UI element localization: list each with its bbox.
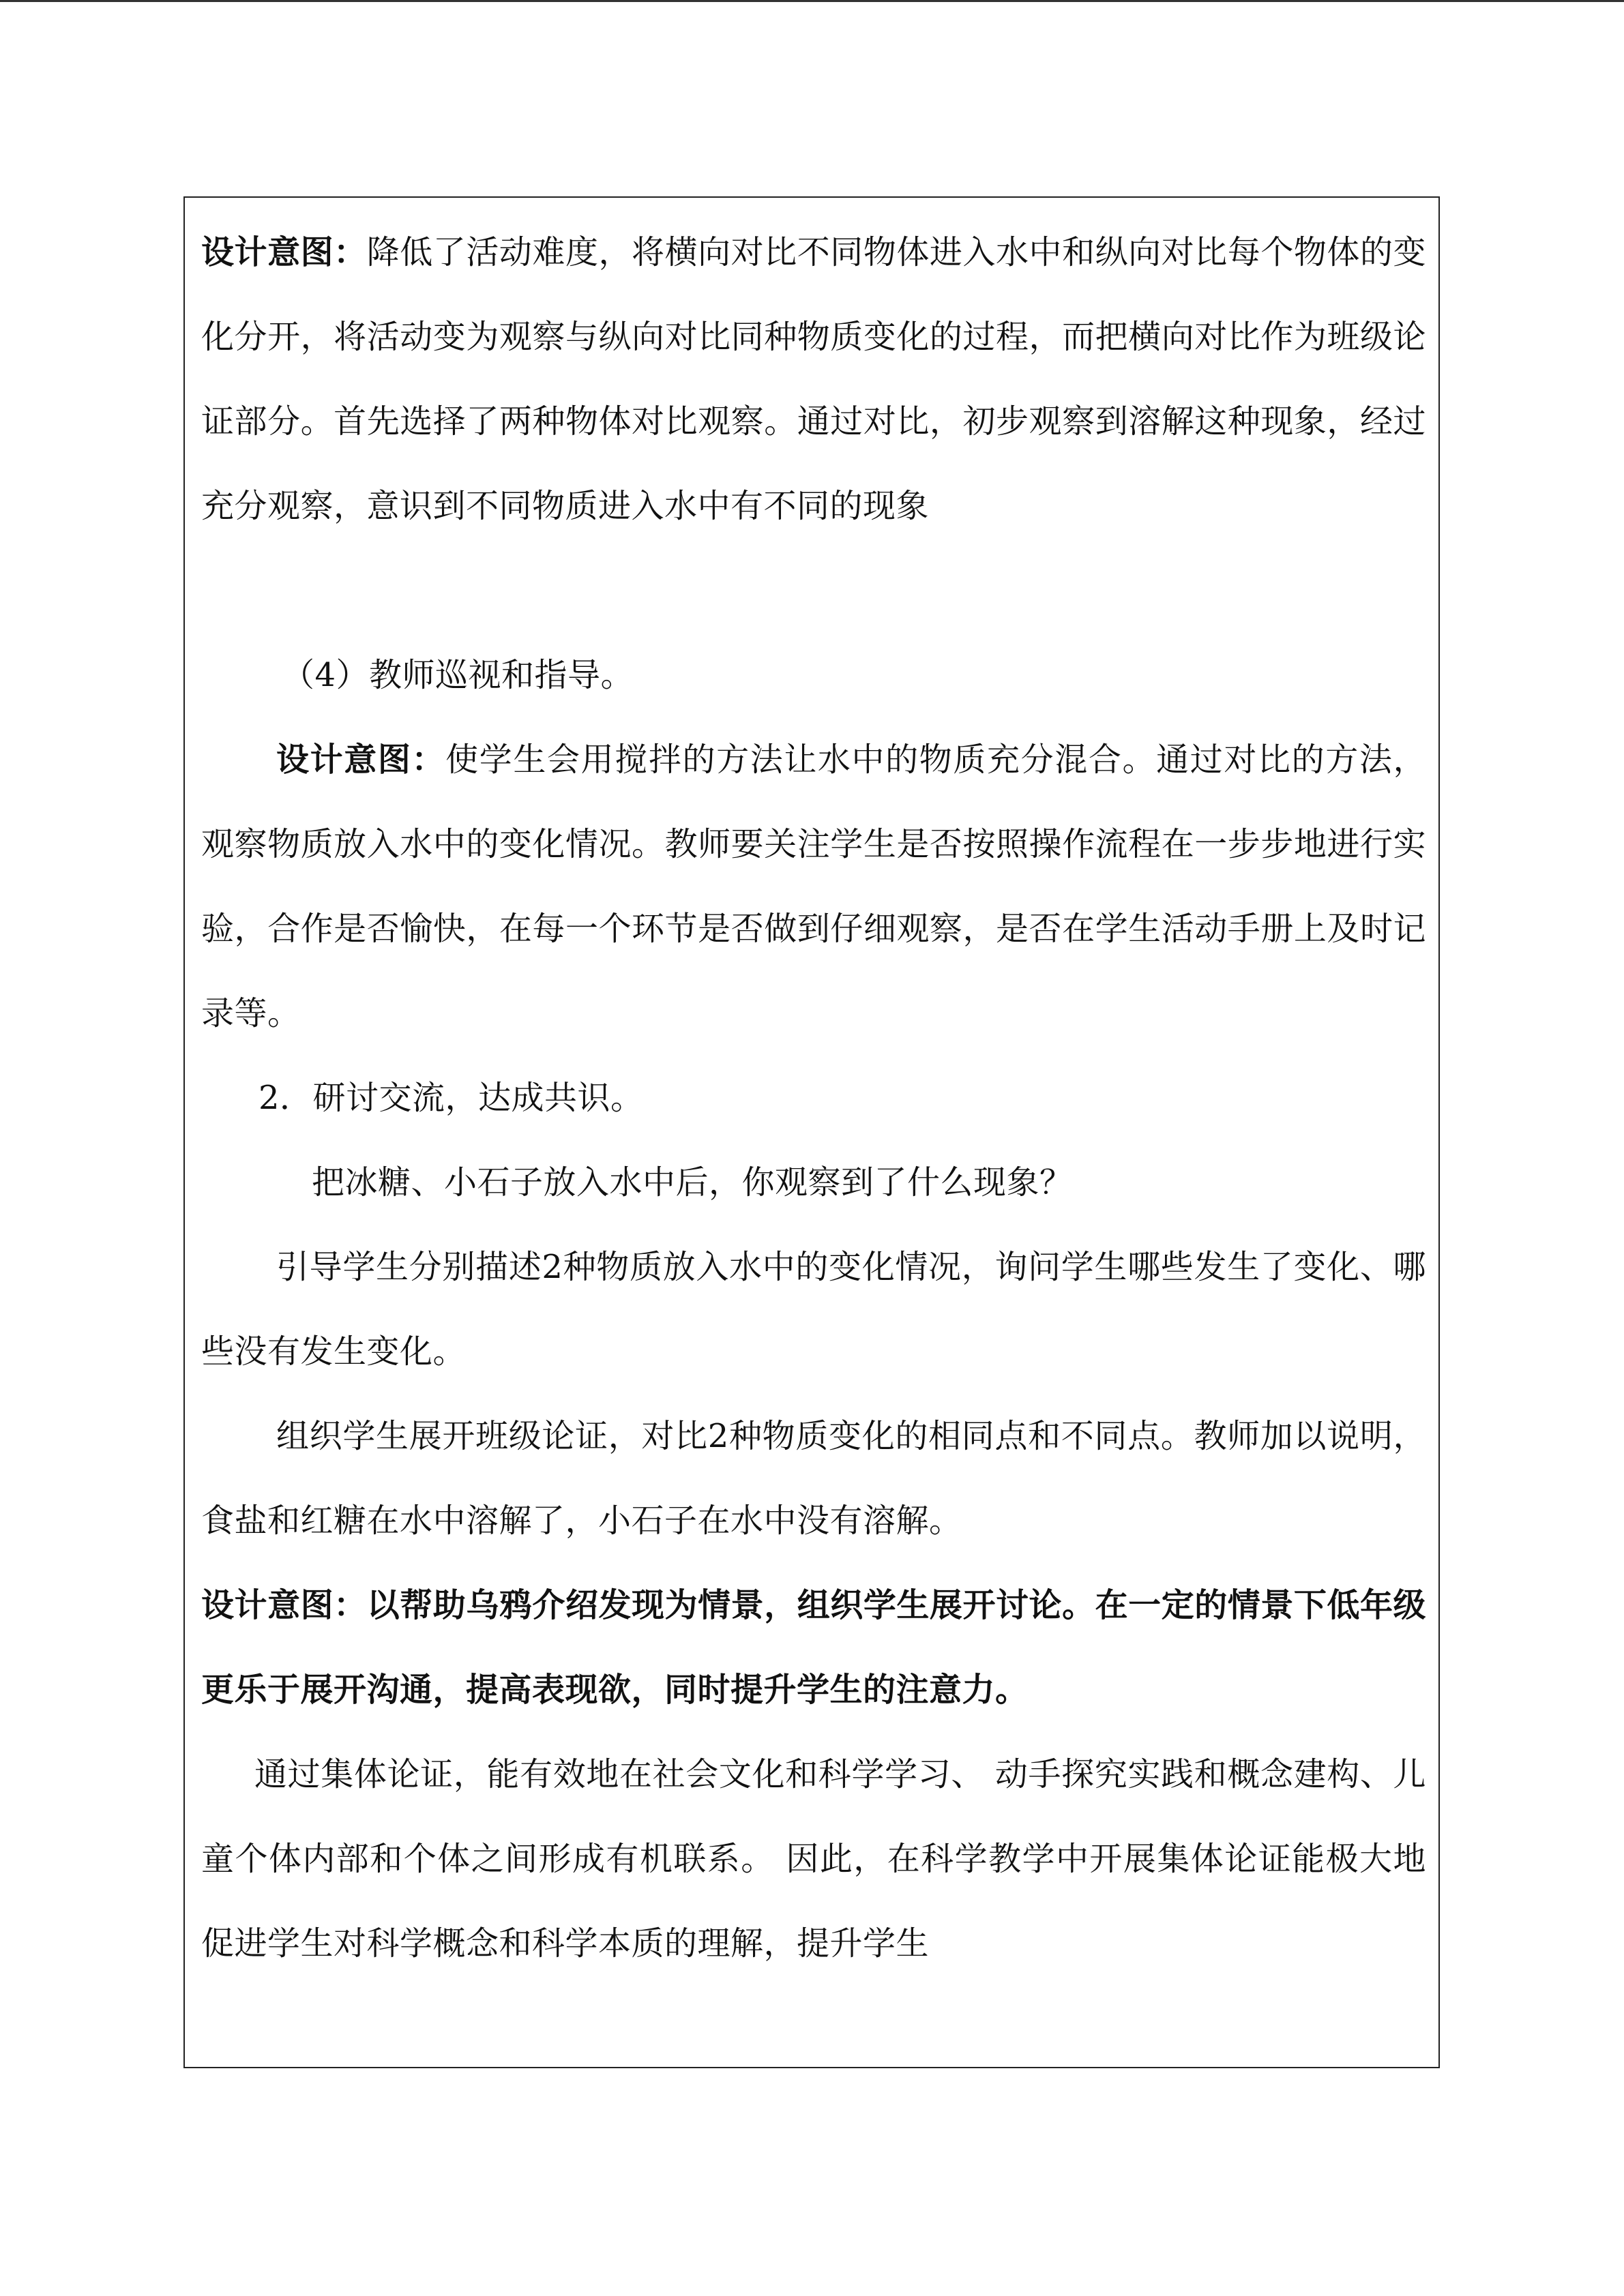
- closing-paragraph: 通过集体论证，能有效地在社会文化和科学学习、 动手探究实践和概念建构、儿童个体内部和个体之间形成有机联系。 因此，在科学教学中开展集体论证能极大地促进学生对科学概念和科学本质的理解，提升学生: [201, 1755, 1426, 1963]
- design-intent-text-1: 降低了活动难度，将横向对比不同物体进入水中和纵向对比每个物体的变化分开，将活动变为观察与纵向对比同种物质变化的过程，而把横向对比作为班级论证部分。首先选择了两种物体对比观察。通过对比，初步观察到溶解这种现象，经过充分观察，意识到不同物质进入水中有不同的现象: [201, 233, 1426, 525]
- table-cell-frame: [183, 196, 1440, 2068]
- design-intent-label-1: 设计意图：: [201, 233, 367, 271]
- design-intent-paragraph-3: 设计意图：以帮助乌鸦介绍发现为情景，组织学生展开讨论。在一定的情景下低年级更乐于展开沟通，提高表现欲，同时提升学生的注意力。: [201, 1586, 1426, 1709]
- guide-paragraph: 引导学生分别描述2种物质放入水中的变化情况，询问学生哪些发生了变化、哪些没有发生变化。: [201, 1248, 1426, 1371]
- design-intent-label-2: 设计意图：: [276, 741, 446, 779]
- cell-content: [201, 210, 1426, 1986]
- blank-line: [201, 548, 1426, 633]
- design-intent-text-2: 使学生会用搅拌的方法让水中的物质充分混合。通过对比的方法，观察物质放入水中的变化情况。教师要关注学生是否按照操作流程在一步步地进行实验，合作是否愉快，在每一个环节是否做到仔细观察，是否在学生活动手册上及时记录等。: [201, 741, 1426, 1032]
- question-paragraph: 把冰糖、小石子放入水中后，你观察到了什么现象？: [312, 1163, 1073, 1202]
- page-top-border: [0, 0, 1624, 2]
- organize-paragraph: 组织学生展开班级论证，对比2种物质变化的相同点和不同点。教师加以说明，食盐和红糖在水中溶解了，小石子在水中没有溶解。: [201, 1417, 1426, 1540]
- section-2-heading: 2．研讨交流，达成共识。: [259, 1079, 644, 1117]
- design-intent-paragraph-2: [201, 717, 1426, 1056]
- step-4-heading: （4）教师巡视和指导。: [282, 656, 634, 694]
- design-intent-paragraph-1: [201, 210, 1426, 548]
